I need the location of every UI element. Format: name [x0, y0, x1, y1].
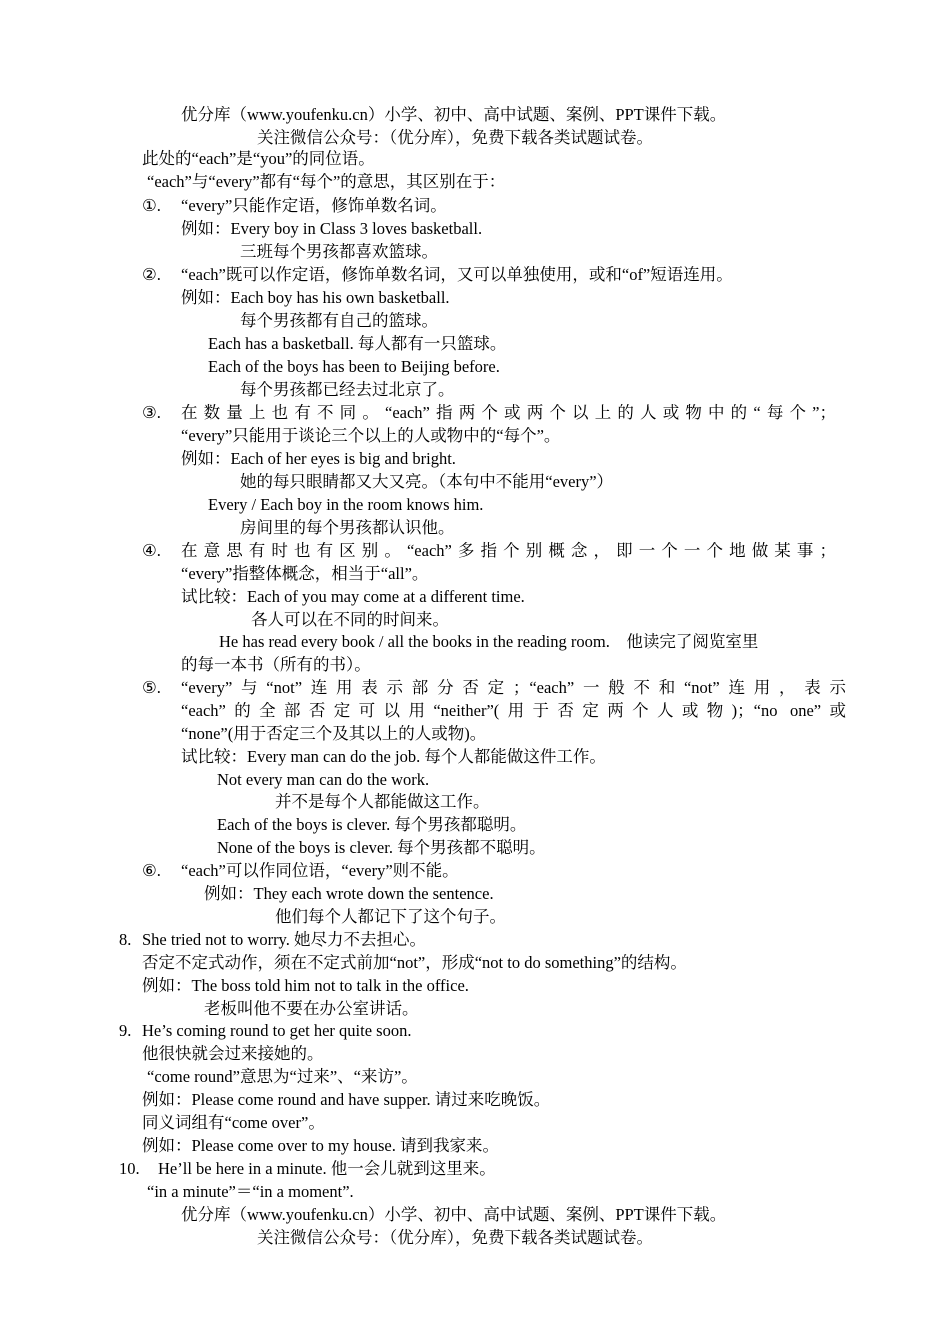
- point-1-example: [181, 218, 482, 240]
- point-3-example-2-translation: 房间里的每个男孩都认识他。: [240, 518, 455, 537]
- point-4-marker: ④.: [142, 541, 161, 560]
- intro-appositive: 此处的“each”是“you”的同位语。: [142, 149, 375, 168]
- point-1-marker: ①.: [142, 196, 161, 215]
- item-9-note: “come round”意思为“过来”、“来访”。: [147, 1067, 418, 1086]
- point-5-example-2-translation: 并不是每个人都能做这工作。: [275, 792, 490, 811]
- point-6-marker: ⑥.: [142, 861, 161, 880]
- item-9-sentence: He’s coming round to get her quite soon.: [142, 1021, 412, 1040]
- item-9-translation: 他很快就会过来接她的。: [142, 1044, 324, 1063]
- example-sentence: Every man can do the job. 每个人都能做这件工作。: [247, 747, 606, 766]
- point-1-text: “every”只能作定语，修饰单数名词。: [181, 196, 447, 215]
- point-4-text-line-1: 在意思有时也有区别。“each”多指个别概念，即一个一个地做某事；: [181, 541, 836, 560]
- item-10-sentence: He’ll be here in a minute. 他一会儿就到这里来。: [158, 1159, 496, 1178]
- example-label: 试比较：: [181, 747, 247, 766]
- point-5-text-line-1: “every”与“not”连用表示部分否定；“each”一般不和“not”连用，表示: [181, 678, 846, 697]
- item-8-example: [142, 975, 469, 997]
- point-2-example-1-translation: 每个男孩都有自己的篮球。: [240, 311, 438, 330]
- example-label: 例如：: [142, 1090, 192, 1109]
- point-6-example-1-translation: 他们每个人都记下了这个句子。: [275, 907, 506, 926]
- example-english: Each of you may come at a different time.: [247, 587, 525, 606]
- footer-line-2: 关注微信公众号：（优分库），免费下载各类试题试卷。: [257, 1228, 653, 1247]
- point-6-text: “each”可以作同位语，“every”则不能。: [181, 861, 459, 880]
- example-label: 例如：: [142, 1136, 192, 1155]
- example-label: 例如：: [181, 449, 231, 468]
- item-8-sentence: She tried not to worry. 她尽力不去担心。: [142, 930, 426, 949]
- point-2-example-2: Each has a basketball. 每人都有一只篮球。: [208, 334, 507, 353]
- example-sentence: Please come round and have supper. 请过来吃晚饭。: [191, 1090, 551, 1109]
- item-9-number: 9.: [119, 1021, 132, 1040]
- intro-difference: “each”与“every”都有“每个”的意思，其区别在于：: [147, 172, 506, 191]
- item-10-note: “in a minute”＝“in a moment”.: [147, 1182, 354, 1201]
- point-3-example-1-translation: 她的每只眼睛都又大又亮。（本句中不能用“every”）: [240, 472, 614, 491]
- point-2-text: “each”既可以作定语，修饰单数名词，又可以单独使用，或和“of”短语连用。: [181, 265, 733, 284]
- example-label: 例如：: [204, 884, 254, 903]
- point-4-example-2-line-1: He has read every book / all the books in the reading room. 他读完了阅览室里: [219, 632, 759, 651]
- example-english: The boss told him not to talk in the office.: [191, 976, 469, 995]
- example-sentence: Please come over to my house. 请到我家来。: [191, 1136, 499, 1155]
- point-1-example-translation: 三班每个男孩都喜欢篮球。: [240, 242, 438, 261]
- footer-line-1: 优分库（www.youfenku.cn）小学、初中、高中试题、案例、PPT课件下载。: [181, 1205, 727, 1224]
- point-5-text-line-3: “none”(用于否定三个及其以上的人或物)。: [181, 724, 487, 743]
- item-9-example-1: [142, 1089, 550, 1111]
- point-4-text-line-2: “every”指整体概念，相当于“all”。: [181, 564, 429, 583]
- point-5-example-2: Not every man can do the work.: [217, 770, 430, 789]
- example-english: Each of her eyes is big and bright.: [230, 449, 456, 468]
- point-5-marker: ⑤.: [142, 678, 161, 697]
- point-2-example-1: [181, 287, 450, 309]
- point-5-example-1: [181, 746, 606, 768]
- item-8-note: 否定不定式动作，须在不定式前加“not”，形成“not to do something”的结构。: [142, 953, 687, 972]
- point-6-example-1: [204, 883, 494, 905]
- point-2-example-3: Each of the boys has been to Beijing before.: [208, 357, 500, 376]
- point-3-example-1: [181, 448, 456, 470]
- example-label: 例如：: [181, 219, 231, 238]
- point-4-example-1: [181, 586, 525, 608]
- point-3-marker: ③.: [142, 403, 161, 422]
- item-8-example-translation: 老板叫他不要在办公室讲话。: [204, 999, 419, 1018]
- example-label: 试比较：: [181, 587, 247, 606]
- item-9-synonym: 同义词组有“come over”。: [142, 1113, 325, 1132]
- point-5-example-3: Each of the boys is clever. 每个男孩都聪明。: [217, 815, 527, 834]
- example-english: Every boy in Class 3 loves basketball.: [230, 219, 483, 238]
- point-2-marker: ②.: [142, 265, 161, 284]
- point-4-example-2-line-2: 的每一本书（所有的书）。: [181, 655, 371, 674]
- item-8-number: 8.: [119, 930, 132, 949]
- item-9-example-2: [142, 1135, 499, 1157]
- example-label: 例如：: [142, 976, 192, 995]
- example-label: 例如：: [181, 288, 231, 307]
- header-line-1: 优分库（www.youfenku.cn）小学、初中、高中试题、案例、PPT课件下载。: [181, 105, 727, 124]
- point-5-text-line-2: “each”的全部否定可以用“neither”(用于否定两个人或物)；“no one”或: [181, 701, 846, 720]
- point-5-example-4: None of the boys is clever. 每个男孩都不聪明。: [217, 838, 546, 857]
- point-4-example-1-translation: 各人可以在不同的时间来。: [251, 610, 449, 629]
- point-3-text-line-1: 在数量上也有不同。“each”指两个或两个以上的人或物中的“每个”；: [181, 403, 836, 422]
- header-line-2: 关注微信公众号：（优分库），免费下载各类试题试卷。: [257, 128, 653, 147]
- point-2-example-3-translation: 每个男孩都已经去过北京了。: [240, 380, 455, 399]
- point-3-example-2: Every / Each boy in the room knows him.: [208, 495, 484, 514]
- example-english: Each boy has his own basketball.: [230, 288, 450, 307]
- item-10-number: 10.: [119, 1159, 140, 1178]
- example-english: They each wrote down the sentence.: [253, 884, 494, 903]
- point-3-text-line-2: “every”只能用于谈论三个以上的人或物中的“每个”。: [181, 426, 561, 445]
